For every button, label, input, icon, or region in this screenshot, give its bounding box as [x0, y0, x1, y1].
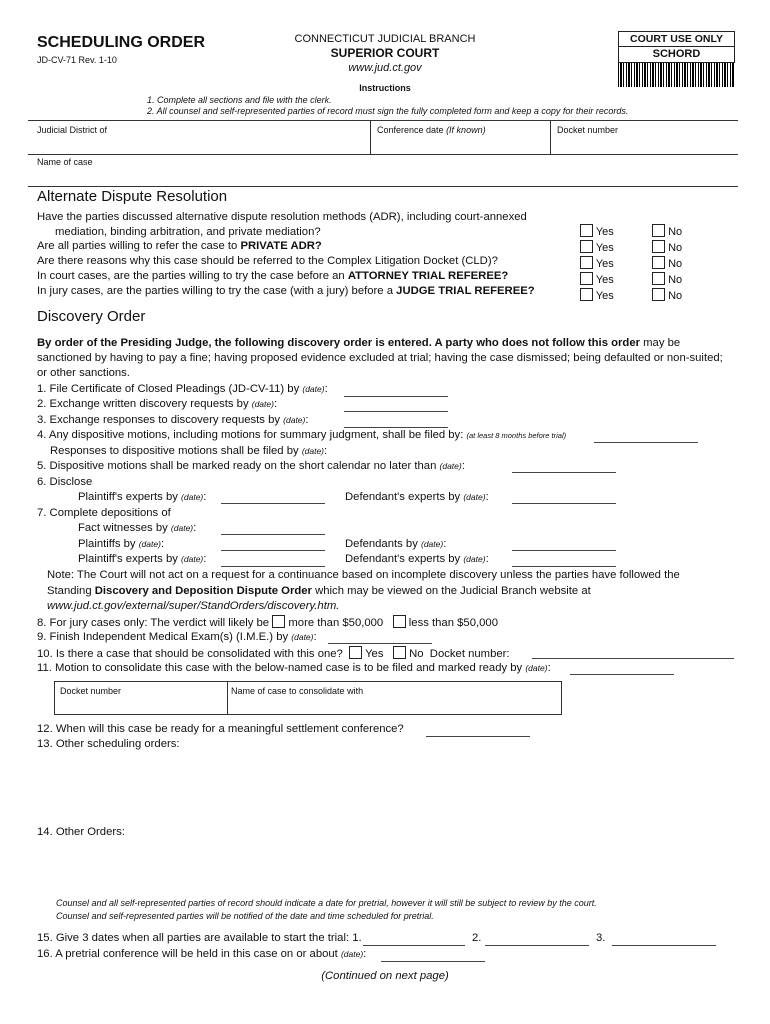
item-16: 16. A pretrial conference will be held in this case on or about (date): [37, 948, 367, 960]
consolidate-name-label: Name of case to consolidate with [231, 686, 364, 696]
consolidate-no-checkbox[interactable] [393, 646, 406, 659]
item-10: 10. Is there a case that should be consolidated with this one? Yes No Docket number: [37, 648, 510, 660]
adr-question-4: In court cases, are the parties willing to try the case before an ATTORNEY TRIAL REFEREE? [37, 270, 509, 282]
defendants-depositions: Defendants by (date): [345, 538, 447, 550]
form-title: SCHEDULING ORDER [37, 34, 206, 51]
item-3-date-field[interactable] [344, 427, 448, 428]
item-3: 3. Exchange responses to discovery requests by (date): [37, 414, 309, 426]
item-15: 15. Give 3 dates when all parties are available to start the trial: 1. [37, 932, 362, 944]
item-4b: Responses to dispositive motions shall be filed by (date): [50, 445, 328, 457]
consolidate-yes-checkbox[interactable] [349, 646, 362, 659]
item-1: 1. File Certificate of Closed Pleadings (JD-CV-11) by (date): [37, 383, 328, 395]
defendants-experts-depo-date-field[interactable] [512, 566, 616, 567]
trial-date-2-field[interactable] [485, 945, 589, 946]
adr-question-1-cont: mediation, binding arbitration, and private mediation? [55, 226, 321, 238]
adr-title: Alternate Dispute Resolution [37, 188, 228, 205]
adr-yes-column: Yes Yes Yes Yes Yes [580, 224, 614, 304]
item-2-date-field[interactable] [344, 411, 448, 412]
website: www.jud.ct.gov [348, 62, 422, 74]
plaintiffs-experts-depo-date-field[interactable] [221, 566, 325, 567]
item-11: 11. Motion to consolidate this case with the below-named case is to be filed and marked ready by (date): [37, 662, 551, 674]
item-12-field[interactable] [426, 736, 530, 737]
barcode [618, 63, 735, 87]
continued-note: (Continued on next page) [321, 970, 449, 982]
item-4: 4. Any dispositive motions, including motions for summary judgment, shall be filed by: (at least 8 months before trial) [37, 429, 567, 441]
adr-question-3: Are there reasons why this case should be referred to the Complex Litigation Docket (CLD)? [37, 255, 498, 267]
discovery-title: Discovery Order [37, 308, 146, 325]
court-use-box [618, 31, 735, 63]
trial-date-1-field[interactable] [363, 945, 465, 946]
item-11-date-field[interactable] [570, 674, 674, 675]
more-than-checkbox[interactable] [272, 615, 285, 628]
court-name: SUPERIOR COURT [330, 46, 440, 60]
consolidate-docket-label: Docket number [60, 686, 122, 696]
plaintiffs-date-field[interactable] [221, 550, 325, 551]
form-number: JD-CV-71 Rev. 1-10 [37, 55, 117, 65]
trial-date-2-label: 2. [472, 932, 482, 944]
adr-no-column: No No No No No [652, 224, 682, 304]
adr-q1-no-checkbox[interactable] [652, 224, 665, 237]
pretrial-note-2: Counsel and self-represented parties will be notified of the date and time scheduled for pretrial. [56, 911, 434, 921]
item-1-date-field[interactable] [344, 396, 448, 397]
branch-name: CONNECTICUT JUDICIAL BRANCH [294, 33, 476, 45]
discovery-url: www.jud.ct.gov/external/super/StandOrders/discovery.htm. [47, 600, 340, 612]
conference-date-label: Conference date (If known) [377, 125, 486, 135]
item-9: 9. Finish Independent Medical Exam(s) (I.M.E.) by (date): [37, 631, 317, 643]
discovery-intro-3: or other sanctions. [37, 367, 130, 379]
discovery-intro-2: sanctioned by having to pay a fine; having proposed evidence excluded at trial; having the case dismissed; being defaulted or non-suited; [37, 352, 723, 364]
item-2: 2. Exchange written discovery requests by (date): [37, 398, 278, 410]
instructions-label: Instructions [359, 83, 411, 93]
defendants-experts-disclose: Defendant's experts by (date): [345, 491, 489, 503]
fact-witnesses-date-field[interactable] [221, 534, 325, 535]
adr-question-5: In jury cases, are the parties willing to try the case (with a jury) before a JUDGE TRIAL REFEREE? [37, 285, 535, 297]
item-14: 14. Other Orders: [37, 826, 125, 838]
adr-q3-no-checkbox[interactable] [652, 256, 665, 269]
adr-q5-no-checkbox[interactable] [652, 288, 665, 301]
fact-witnesses: Fact witnesses by (date): [78, 522, 197, 534]
note-line-2: Standing Discovery and Deposition Dispute Order which may be viewed on the Judicial Branch website at [47, 585, 591, 597]
item-5: 5. Dispositive motions shall be marked ready on the short calendar no later than (date): [37, 460, 465, 472]
item-6: 6. Disclose [37, 476, 93, 488]
adr-question-2: Are all parties willing to refer the case to PRIVATE ADR? [37, 240, 322, 252]
item-5-date-field[interactable] [512, 472, 616, 473]
adr-q4-no-checkbox[interactable] [652, 272, 665, 285]
plaintiffs-depositions: Plaintiffs by (date): [78, 538, 165, 550]
plaintiffs-experts-depositions: Plaintiff's experts by (date): [78, 553, 207, 565]
item-13: 13. Other scheduling orders: [37, 738, 180, 750]
adr-q3-yes-checkbox[interactable] [580, 256, 593, 269]
judicial-district-label: Judicial District of [37, 125, 108, 135]
adr-q2-yes-checkbox[interactable] [580, 240, 593, 253]
trial-date-3-label: 3. [596, 932, 606, 944]
adr-q4-yes-checkbox[interactable] [580, 272, 593, 285]
item-9-date-field[interactable] [328, 643, 432, 644]
less-than-checkbox[interactable] [393, 615, 406, 628]
item-4-date-field[interactable] [594, 442, 698, 443]
consolidate-docket-field[interactable] [532, 658, 734, 659]
adr-question-1: Have the parties discussed alternative dispute resolution methods (ADR), including court-annexed [37, 211, 527, 223]
defendants-date-field[interactable] [512, 550, 616, 551]
docket-number-label: Docket number [557, 125, 619, 135]
defendants-experts-date-field[interactable] [512, 503, 616, 504]
court-use-label: COURT USE ONLY [619, 32, 734, 47]
item-8: 8. For jury cases only: The verdict will likely be more than $50,000 less than $50,000 [37, 617, 498, 629]
item-7: 7. Complete depositions of [37, 507, 171, 519]
court-code: SCHORD [652, 48, 701, 60]
plaintiffs-experts-disclose: Plaintiff's experts by (date): [78, 491, 207, 503]
trial-date-3-field[interactable] [612, 945, 716, 946]
consolidate-case-box [54, 681, 562, 715]
instruction-1: 1. Complete all sections and file with the clerk. [147, 95, 332, 105]
discovery-intro: By order of the Presiding Judge, the following discovery order is entered. A party who does not follow this order may be [37, 337, 681, 349]
instruction-2: 2. All counsel and self-represented parties of record must sign the fully completed form and keep a copy for their records. [147, 106, 629, 116]
item-12: 12. When will this case be ready for a meaningful settlement conference? [37, 723, 404, 735]
item-16-date-field[interactable] [381, 961, 485, 962]
name-of-case-label: Name of case [37, 157, 93, 167]
note-line-1: Note: The Court will not act on a request for a continuance based on incomplete discovery unless the parties have followed the [47, 569, 680, 581]
pretrial-note-1: Counsel and all self-represented parties of record should indicate a date for pretrial, however it will still be subject to review by the court. [56, 898, 597, 908]
plaintiffs-experts-date-field[interactable] [221, 503, 325, 504]
adr-q1-yes-checkbox[interactable] [580, 224, 593, 237]
adr-q2-no-checkbox[interactable] [652, 240, 665, 253]
adr-q5-yes-checkbox[interactable] [580, 288, 593, 301]
defendants-experts-depositions: Defendant's experts by (date): [345, 553, 489, 565]
